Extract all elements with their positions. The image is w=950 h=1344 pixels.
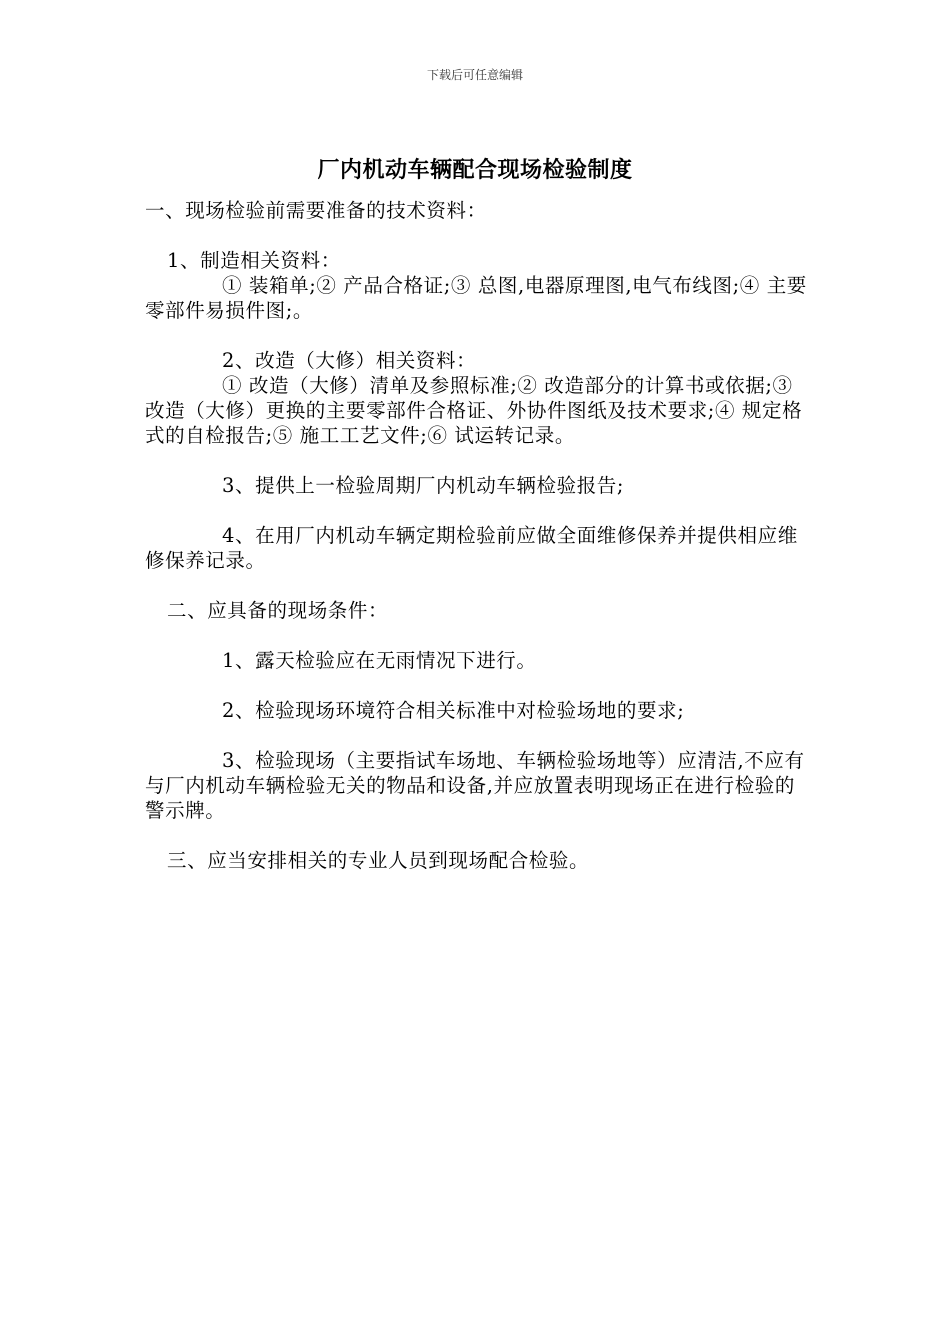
spacer (145, 498, 807, 523)
section-2-item-3: 3、检验现场（主要指试车场地、车辆检验场地等）应清洁,不应有与厂内机动车辆检验无关的物品和设备,并应放置表明现场正在进行检验的警示牌。 (145, 749, 805, 822)
section-1-item-2-heading: 2、改造（大修）相关资料： (222, 349, 477, 372)
spacer (145, 323, 807, 348)
spacer (145, 623, 807, 648)
spacer (145, 723, 807, 748)
section-1-item-3: 3、提供上一检验周期厂内机动车辆检验报告; (222, 474, 625, 497)
spacer (145, 673, 807, 698)
spacer (145, 573, 807, 598)
section-3-heading: 三、应当安排相关的专业人员到现场配合检验。 (167, 849, 590, 872)
section-1-item-2-body: ① 改造（大修）清单及参照标准;② 改造部分的计算书或依据;③ 改造（大修）更换的主要零部件合格证、外协件图纸及技术要求;④ 规定格式的自检报告;⑤ 施工工艺文件;⑥ 试运转记录。 (145, 374, 803, 447)
header-note: 下载后可任意编辑 (426, 68, 523, 82)
spacer (145, 223, 807, 248)
section-1-item-4: 4、在用厂内机动车辆定期检验前应做全面维修保养并提供相应维修保养记录。 (145, 524, 798, 572)
section-1-item-1-heading: 1、制造相关资料： (167, 249, 341, 272)
section-2-heading: 二、应具备的现场条件： (167, 599, 389, 622)
section-2-item-2: 2、检验现场环境符合相关标准中对检验场地的要求; (222, 699, 685, 722)
section-1-heading: 一、现场检验前需要准备的技术资料： (145, 199, 487, 222)
section-1-item-1-body: ① 装箱单;② 产品合格证;③ 总图,电器原理图,电气布线图;④ 主要零部件易损件图;。 (145, 274, 807, 322)
spacer (145, 448, 807, 473)
spacer (145, 823, 807, 848)
document-body (145, 198, 807, 873)
document-title: 厂内机动车辆配合现场检验制度 (317, 158, 633, 183)
section-2-item-1: 1、露天检验应在无雨情况下进行。 (222, 649, 537, 672)
